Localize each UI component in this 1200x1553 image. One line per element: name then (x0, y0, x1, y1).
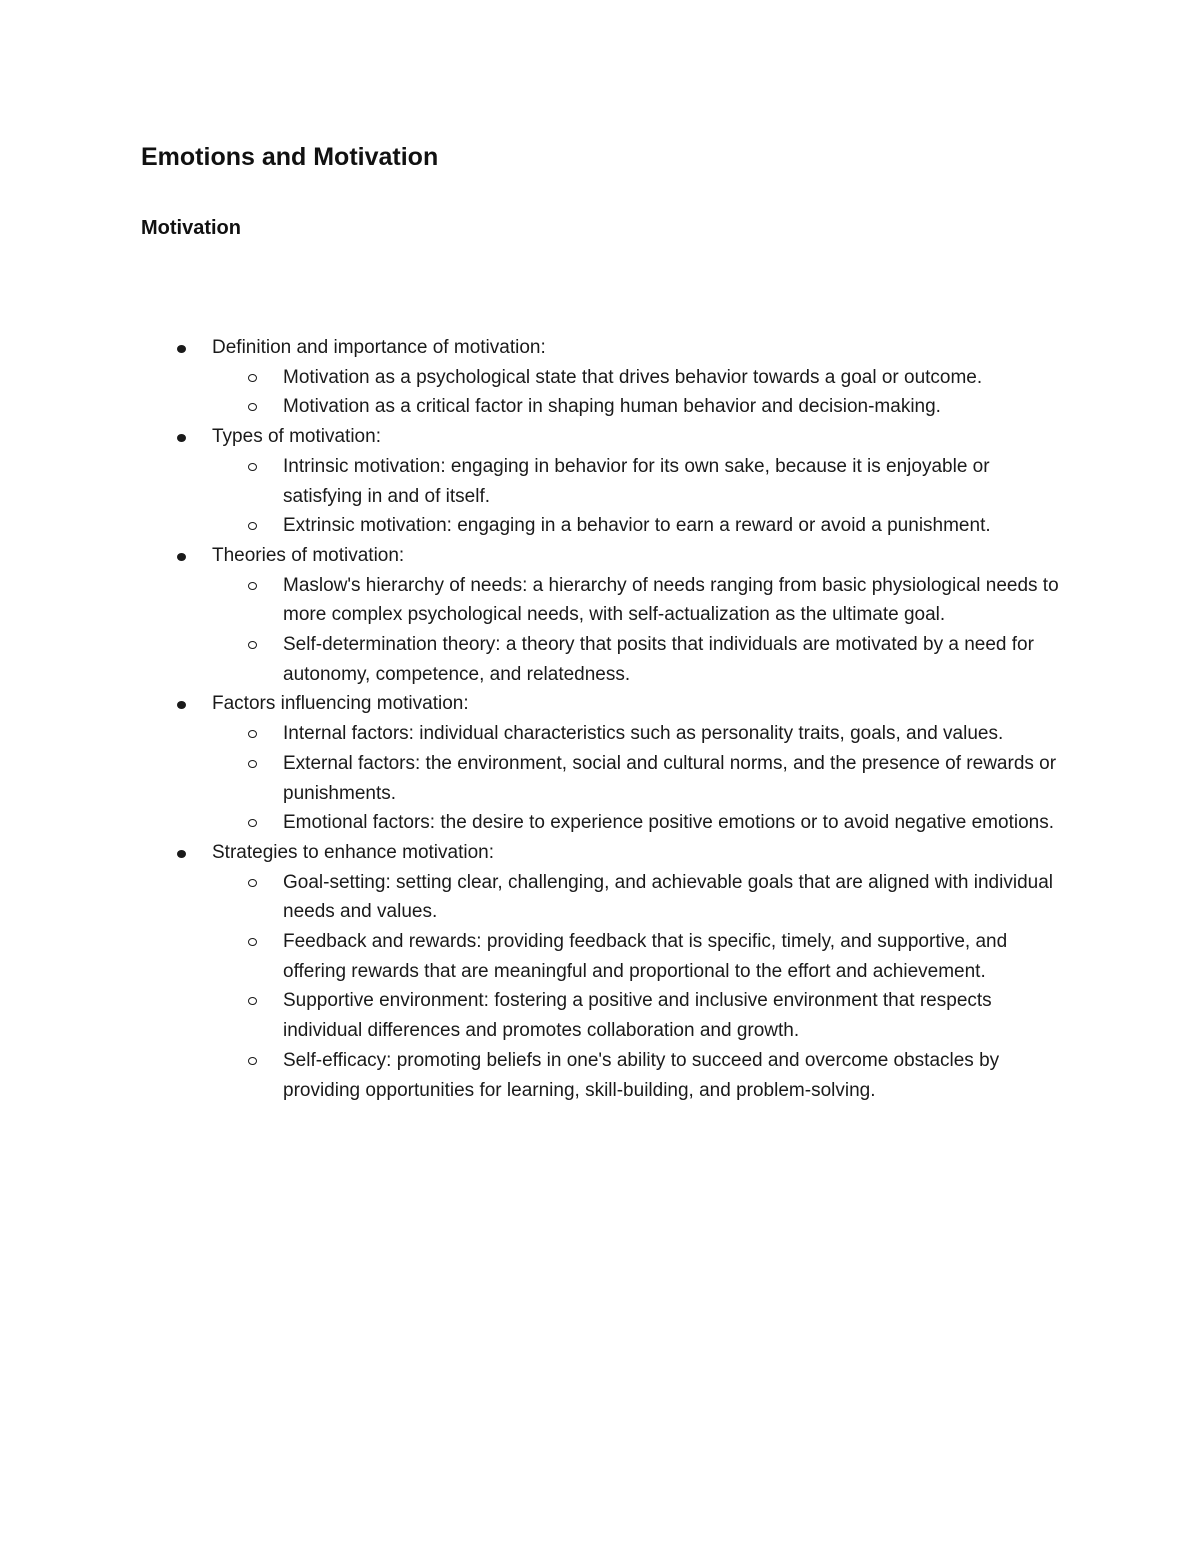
bullet-circle-icon (248, 997, 257, 1005)
list-item (0, 749, 1063, 808)
outline-topic-definition (0, 333, 1200, 422)
point-text: Intrinsic motivation: engaging in behavior for its own sake, because it is enjoyable or satisfying in and of itself. (283, 455, 990, 507)
point-text: Feedback and rewards: providing feedback that is specific, timely, and supportive, and offering rewards that are meaningful and proportional to the effort and achievement. (283, 931, 1008, 982)
topic-label: Definition and importance of motivation: (212, 337, 546, 358)
point-text: Motivation as a psychological state that drives behavior towards a goal or outcome. (283, 366, 983, 388)
point-text: Extrinsic motivation: engaging in a behavior to earn a reward or avoid a punishment. (283, 515, 991, 537)
list-item (0, 363, 1063, 393)
bullet-dot-icon (177, 345, 186, 353)
bullet-circle-icon (248, 463, 257, 471)
bullet-circle-icon (248, 374, 257, 382)
topic-label: Factors influencing motivation: (212, 693, 469, 715)
point-text: Goal-setting: setting clear, challenging, and achievable goals that are aligned with individual needs and values. (283, 871, 1053, 923)
list-item (0, 392, 1063, 422)
point-text: Emotional factors: the desire to experience positive emotions or to avoid negative emotions. (283, 812, 1054, 834)
topic-label: Theories of motivation: (212, 544, 405, 566)
list-item (0, 986, 1063, 1045)
list-item (0, 452, 1063, 511)
list-item (0, 808, 1063, 838)
section-heading: Motivation (141, 217, 241, 239)
topic-points (212, 363, 1200, 422)
list-item (0, 511, 1063, 541)
outline-topic-factors (0, 689, 1200, 838)
motivation-outline (0, 333, 1200, 1105)
topic-label: Types of motivation: (212, 426, 381, 448)
document-title: Emotions and Motivation (141, 143, 439, 171)
bullet-dot-icon (177, 701, 186, 709)
bullet-circle-icon (248, 641, 257, 649)
point-text: Maslow's hierarchy of needs: a hierarchy of needs ranging from basic physiological needs to more complex psychological needs, with self-actualization as the ultimate goal. (283, 574, 1059, 626)
bullet-circle-icon (248, 879, 257, 887)
bullet-dot-icon (177, 434, 186, 442)
list-item (0, 868, 1063, 927)
topic-points (212, 571, 1200, 690)
list-item (0, 571, 1063, 630)
bullet-dot-icon (177, 850, 186, 858)
topic-points (212, 719, 1200, 838)
bullet-dot-icon (177, 553, 186, 561)
bullet-circle-icon (248, 938, 257, 946)
bullet-circle-icon (248, 819, 257, 827)
point-text: External factors: the environment, social and cultural norms, and the presence of rewards or punishments. (283, 752, 1057, 804)
list-item (0, 630, 1063, 689)
topic-points (212, 452, 1200, 541)
outline-topic-theories (0, 541, 1200, 690)
point-text: Supportive environment: fostering a positive and inclusive environment that respects individual differences and promotes collaboration and growth. (283, 990, 992, 1042)
bullet-circle-icon (248, 403, 257, 411)
topic-label: Strategies to enhance motivation: (212, 841, 495, 863)
bullet-circle-icon (248, 582, 257, 590)
topic-points (212, 868, 1200, 1106)
bullet-circle-icon (248, 522, 257, 530)
bullet-circle-icon (248, 760, 257, 768)
list-item (0, 927, 1063, 986)
bullet-circle-icon (248, 1057, 257, 1065)
point-text: Self-efficacy: promoting beliefs in one's ability to succeed and overcome obstacles by providing opportunities for learning, skill-building, and problem-solving. (283, 1049, 1000, 1101)
point-text: Self-determination theory: a theory that posits that individuals are motivated by a need for autonomy, competence, and relatedness. (283, 634, 1034, 685)
point-text: Internal factors: individual characteristics such as personality traits, goals, and values. (283, 723, 1004, 745)
list-item (0, 719, 1063, 749)
list-item (0, 1046, 1063, 1105)
outline-topic-strategies (0, 838, 1200, 1105)
point-text: Motivation as a critical factor in shaping human behavior and decision-making. (283, 396, 941, 418)
outline-topic-types (0, 422, 1200, 541)
bullet-circle-icon (248, 730, 257, 738)
